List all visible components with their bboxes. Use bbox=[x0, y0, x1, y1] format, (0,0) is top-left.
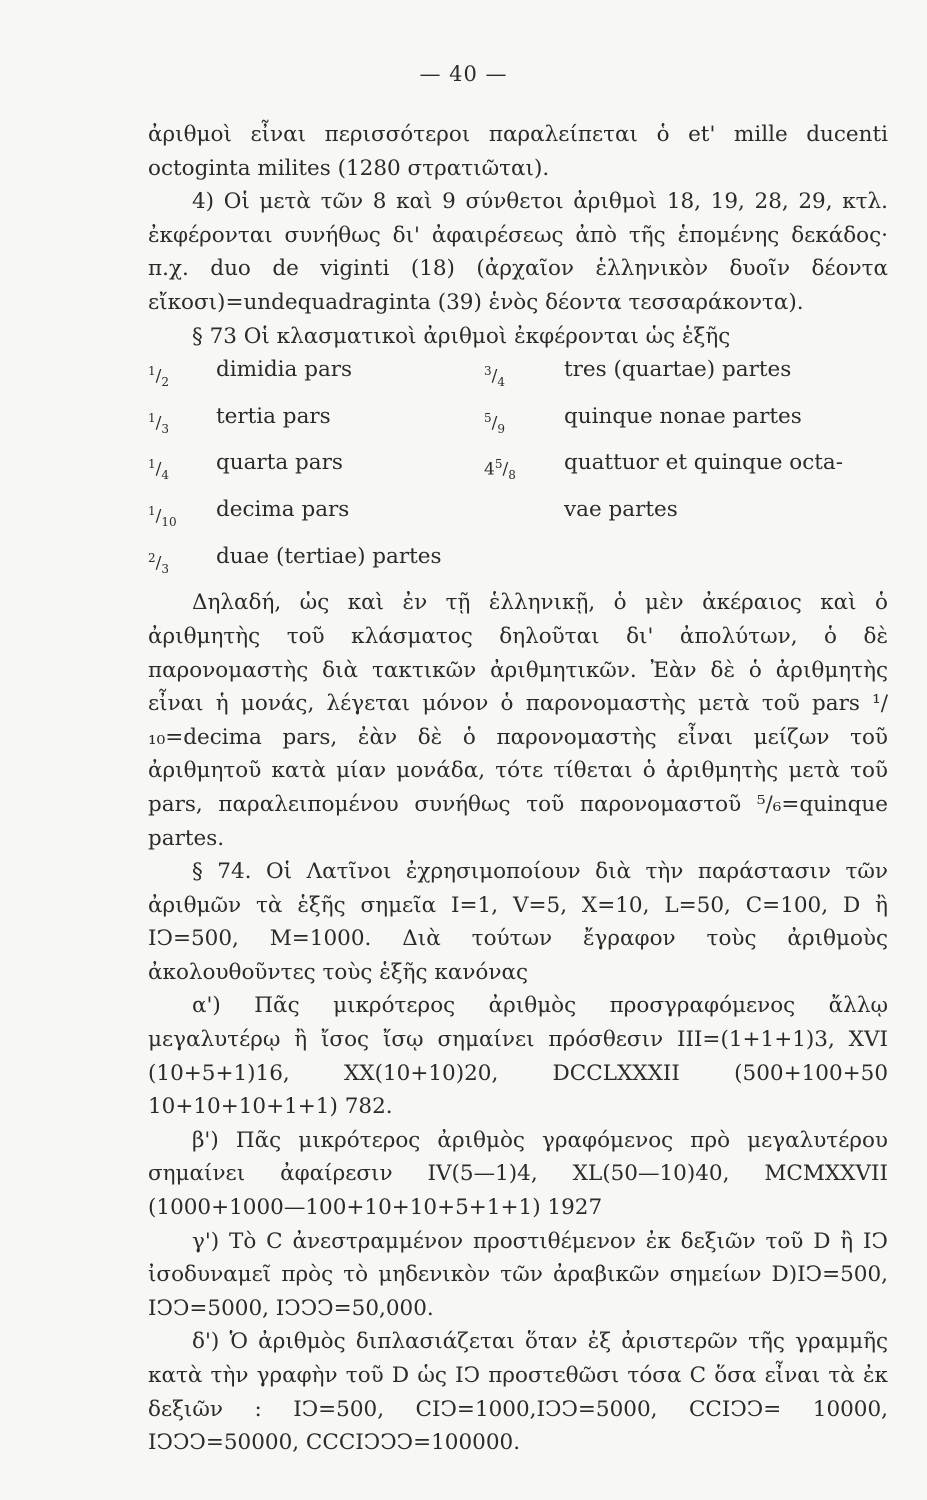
fraction-name: vae partes bbox=[564, 497, 678, 523]
fraction-name: quarta pars bbox=[216, 450, 343, 476]
fraction-name: tres (quartae) partes bbox=[564, 357, 792, 383]
fraction-name: tertia pars bbox=[216, 403, 331, 429]
fraction-name: quattuor et quinque octa- bbox=[564, 450, 844, 476]
fraction-name: duae (tertiae) partes bbox=[216, 543, 442, 569]
fraction-empty bbox=[484, 540, 564, 587]
fraction: $^3/_4$ bbox=[484, 364, 506, 390]
fraction: $^1/_3$ bbox=[148, 410, 170, 436]
text-body bbox=[148, 118, 888, 1460]
fraction-table bbox=[148, 353, 888, 586]
rule-alpha: α') Πᾶς μικρότερος ἀριθμὸς προσγραφόμενος ἄλλῳ μεγαλυτέρῳ ἢ ἴσος ἴσῳ σημαίνει πρόσθεσιν III=(1+1+1)3, XVI (10+5+1)16, XX(10+10)20, DCCLXXXII (500+100+50 10+10+10+1+1) 782. bbox=[148, 993, 888, 1120]
paragraph: § 74. Οἱ Λατῖνοι ἐχρησιμοποίουν διὰ τὴν παράστασιν τῶν ἀριθμῶν τὰ ἑξῆς σημεῖα I=1, V=5, X=10, L=50, C=100, D ἢ IↃ=500, M=1000. Διὰ τούτων ἔγραφον τοὺς ἀριθμοὺς ἀκολουθοῦντες τοὺς ἑξῆς κανόνας bbox=[148, 859, 888, 985]
paragraph: 4) Οἱ μετὰ τῶν 8 καὶ 9 σύνθετοι ἀριθμοὶ 18, 19, 28, 29, κτλ. ἐκφέρονται συνήθως δι' ἀφαιρέσεως ἀπὸ τῆς ἑπομένης δεκάδος· π.χ. duo de viginti (18) (ἀρχαῖον ἑλληνικὸν δυοῖν δέοντα εἴκοσι)=undequadraginta (39) ἑνὸς δέοντα τεσσαράκοντα). bbox=[148, 189, 888, 315]
fraction-name: decima pars bbox=[216, 497, 350, 523]
section-heading: § 73 Οἱ κλασματικοὶ ἀριθμοὶ ἐκφέρονται ὡς ἑξῆς bbox=[192, 323, 731, 349]
fraction: $^1/_4$ bbox=[148, 457, 170, 483]
rule-delta: δ') Ὁ ἀριθμὸς διπλασιάζεται ὅταν ἐξ ἀριστερῶν τῆς γραμμῆς κατὰ τὴν γραφὴν τοῦ D ὡς IↃ προστεθῶσι τόσα C ὅσα εἶναι τὰ ἐκ δεξιῶν : IↃ=500, CIↃ=1000,IↃↃ=5000, CCIↃↃ= 10000, IↃↃↃ=50000, CCCIↃↃↃ=100000. bbox=[148, 1329, 888, 1456]
fraction: $^1/_{10}$ bbox=[148, 504, 177, 530]
fraction: $^2/_3$ bbox=[148, 550, 170, 576]
rule-beta: β') Πᾶς μικρότερος ἀριθμὸς γραφόμενος πρὸ μεγαλυτέρου σημαίνει ἀφαίρεσιν IV(5—1)4, XL(50—10)40, MCMXXVII (1000+1000—100+10+10+5+1+1) 1927 bbox=[148, 1127, 888, 1221]
rule-gamma: γ') Τὸ C ἀνεστραμμένον προστιθέμενον ἐκ δεξιῶν τοῦ D ἢ IↃ ἰσοδυναμεῖ πρὸς τὸ μηδενικὸν τῶν ἀραβικῶν σημείων D)IↃ=500, IↃↃ=5000, IↃↃↃ=50,000. bbox=[148, 1228, 888, 1321]
paragraph: Δηλαδή, ὡς καὶ ἐν τῇ ἑλληνικῇ, ὁ μὲν ἀκέραιος καὶ ὁ ἀριθμητὴς τοῦ κλάσματος δηλοῦται δι' ἀπολύτων, ὁ δὲ παρονομαστὴς διὰ τακτικῶν ἀριθμητικῶν. Ἐὰν δὲ ὁ ἀριθμητὴς εἶναι ἡ μονάς, λέγεται μόνον ὁ παρονομαστὴς μετὰ τοῦ pars ¹/₁₀=decima pars, ἐὰν δὲ ὁ παρονομαστὴς εἶναι μείζων τοῦ ἀριθμητοῦ κατὰ μίαν μονάδα, τότε τίθεται ὁ ἀριθμητὴς μετὰ τοῦ pars, παραλειπομένου συνήθως τοῦ παρονομαστοῦ ⁵/₆=quinque partes. bbox=[148, 590, 888, 851]
page-number: — 40 — bbox=[419, 62, 508, 86]
fraction: $4^5/_8$ bbox=[484, 457, 516, 483]
fraction: $^1/_2$ bbox=[148, 364, 170, 390]
fraction-name: dimidia pars bbox=[216, 357, 353, 383]
fraction-name: quinque nonae partes bbox=[564, 403, 802, 429]
fraction-empty bbox=[484, 493, 564, 540]
fraction: $^5/_9$ bbox=[484, 410, 506, 436]
fraction-name bbox=[564, 540, 876, 587]
paragraph: ἀριθμοὶ εἶναι περισσότεροι παραλείπεται ὁ et' mille ducenti octoginta milites (1280 στρατιῶται). bbox=[148, 122, 888, 181]
